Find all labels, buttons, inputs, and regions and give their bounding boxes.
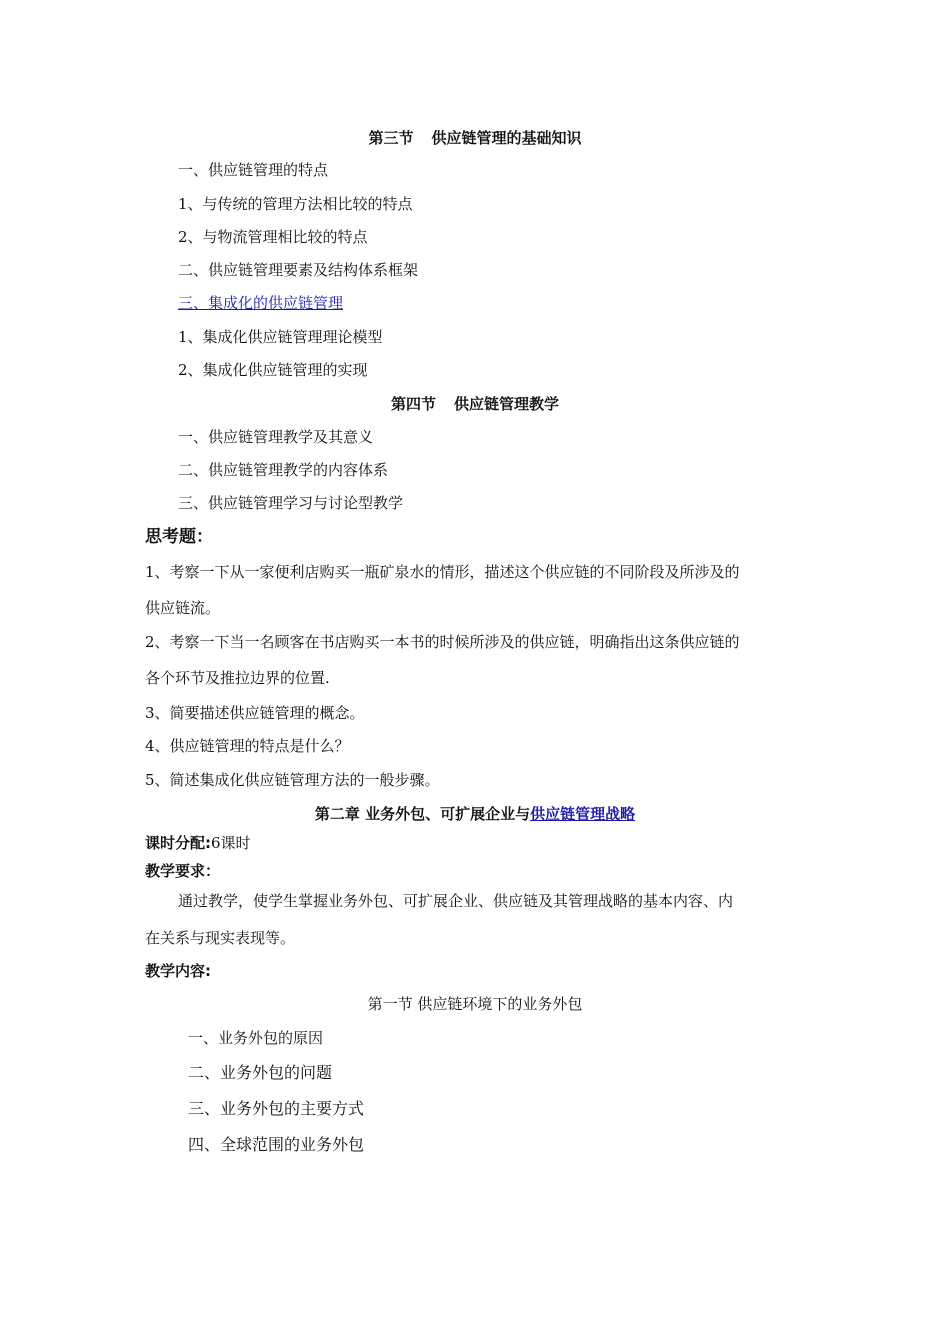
section4-number: 第四节: [390, 395, 436, 413]
chapter2-title: [0, 804, 950, 824]
list-item: 一、业务外包的原因: [188, 1029, 324, 1047]
requirements-text: 在关系与现实表现等。: [145, 929, 296, 947]
list-item: 2、与物流管理相比较的特点: [178, 228, 368, 246]
chapter2-section1-title: 第一节 供应链环境下的业务外包: [367, 995, 583, 1013]
section3-title: 供应链管理的基础知识: [431, 129, 582, 147]
section4-heading: [0, 394, 950, 414]
list-item: 一、供应链管理的特点: [178, 161, 329, 179]
question-line: 3、简要描述供应链管理的概念。: [145, 704, 365, 722]
list-item: 2、集成化供应链管理的实现: [178, 361, 368, 379]
class-hours: [145, 833, 251, 853]
question-line: 2、考察一下当一名顾客在书店购买一本书的时候所涉及的供应链，明确指出这条供应链的: [145, 633, 740, 651]
question-line: 各个环节及推拉边界的位置.: [145, 669, 330, 687]
list-item: 三、业务外包的主要方式: [188, 1099, 365, 1118]
hours-value: 6课时: [211, 834, 251, 852]
list-item: 二、供应链管理要素及结构体系框架: [178, 261, 419, 279]
question-line: 1、考察一下从一家便利店购买一瓶矿泉水的情形，描述这个供应链的不同阶段及所涉及的: [145, 563, 740, 581]
hours-label: 课时分配:: [145, 834, 211, 852]
list-item: 四、全球范围的业务外包: [188, 1135, 365, 1154]
requirements-label: 教学要求：: [145, 862, 221, 880]
question-line: 供应链流。: [145, 599, 221, 617]
section3-heading: [0, 128, 950, 148]
list-item: 1、与传统的管理方法相比较的特点: [178, 195, 413, 213]
chapter2-title-text: 第二章 业务外包、可扩展企业与: [314, 805, 531, 823]
question-line: 5、简述集成化供应链管理方法的一般步骤。: [145, 771, 440, 789]
list-item: 二、供应链管理教学的内容体系: [178, 461, 389, 479]
section3-number: 第三节: [368, 129, 414, 147]
question-line: 4、供应链管理的特点是什么？: [145, 737, 350, 755]
questions-heading: 思考题：: [145, 527, 213, 547]
list-item: 二、业务外包的问题: [188, 1063, 333, 1082]
integrated-supply-chain-link[interactable]: 三、集成化的供应链管理: [178, 294, 344, 312]
section4-title: 供应链管理教学: [454, 395, 560, 413]
list-item: 一、供应链管理教学及其意义: [178, 428, 374, 446]
content-label: 教学内容:: [145, 962, 211, 980]
list-item: 1、集成化供应链管理理论模型: [178, 328, 383, 346]
list-item: 三、供应链管理学习与讨论型教学: [178, 494, 404, 512]
strategy-link[interactable]: 供应链管理战略: [530, 805, 636, 823]
requirements-text: 通过教学，使学生掌握业务外包、可扩展企业、供应链及其管理战略的基本内容、内: [178, 892, 734, 910]
